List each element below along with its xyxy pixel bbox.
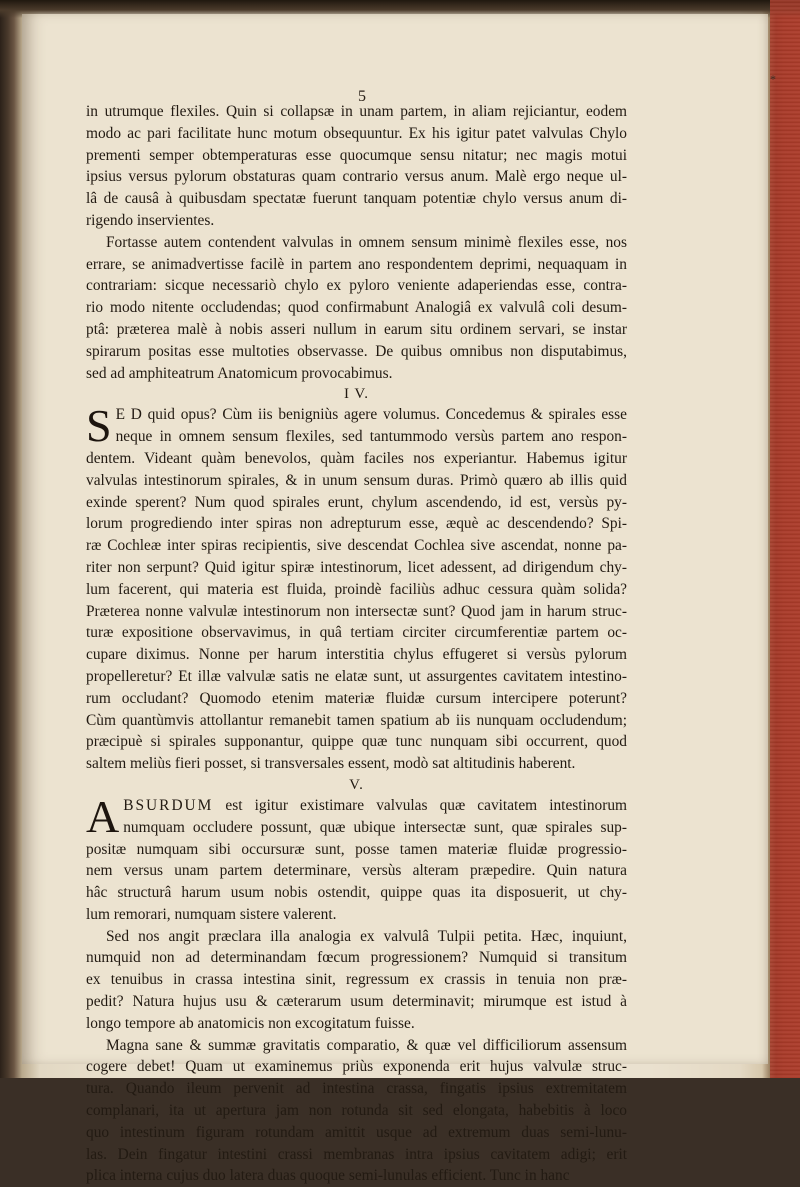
text-line: neque in omnem sensum flexiles, sed tantummodo versùs partem ano respon- [115, 428, 627, 446]
text-line: saltem meliùs fieri posset, si transversales essent, modò sat altitudinis haberent. [86, 755, 576, 773]
paragraph [86, 101, 627, 232]
text-line: plica interna cujus duo latera duas quoque semi-lunulas efficient. Tunc in hanc [86, 1167, 570, 1185]
text-line: riter non serpunt? Quid igitur spiræ intestinorum, licet adessent, ad dirigendum chy- [86, 558, 627, 576]
text-line: rigendo inservientes. [86, 211, 215, 229]
section-heading: I V. [343, 386, 370, 403]
text-line: rio modo nitente occludendas; quod confirmabunt Analogiâ ex valvulâ coli desum- [86, 299, 627, 317]
corner-mark: * [770, 72, 776, 86]
text-line: modo ac pari facilitate hunc motum obsequuntur. Ex his igitur patet valvulas Chylo [86, 124, 627, 142]
text-line [86, 795, 627, 817]
text-line: lum facerent, qui materia est fluida, proindè faciliùs adhuc cessura quàm solida? [86, 580, 627, 598]
text-line: numquid non ad determinandam fœcum progressionem? Numquid si transitum [86, 949, 627, 967]
text-line: Fortasse autem contendent valvulas in omnem sensum minimè flexiles esse, nos [106, 233, 627, 251]
text-line: in utrumque flexiles. Quin si collapsæ in unam partem, in aliam rejiciantur, eodem [86, 103, 627, 120]
book-fore-edge [770, 0, 800, 1078]
text-line-rest: est igitur existimare valvulas quæ cavitatem intestinorum [213, 796, 627, 814]
paragraph [86, 1035, 627, 1187]
page-number: 5 [358, 88, 366, 105]
drop-cap-initial: A [86, 790, 120, 842]
text-line: numquam occludere possunt, quæ ubique intersectæ sunt, quæ spirales sup- [123, 818, 627, 836]
text-line: longo tempore ab anatomicis non excogitatum fuisse. [86, 1014, 415, 1032]
text-line: turæ expositione observavimus, in quâ tertiam circiter circumferentiæ partem oc- [86, 624, 627, 642]
text-line: lum remorari, numquam sistere valerent. [86, 905, 337, 923]
text-line: dentem. Videant quàm benevolos, quàm faciles nos experiantur. Habemus igitur [86, 449, 627, 467]
text-line: hâc structurâ harum usum nobis ostendit, quippe quas ita disposuerit, ut chy- [86, 884, 627, 902]
paragraph [86, 926, 627, 1035]
text-line: cupare diximus. Nonne per harum interstitia chylus effugeret si versùs pylorum [86, 646, 627, 664]
paragraph [86, 232, 627, 385]
text-line: pedit? Natura hujus usu & cæterarum usum determinavit; mirumque est istud à [86, 993, 627, 1011]
text-line: las. Dein fingatur intestini crassi membranas intra ipsius cavitatem adigi; erit [86, 1145, 627, 1163]
text-line: complanari, ita ut apertura jam non rotunda sit sed elongata, habebitis à loco [86, 1102, 627, 1120]
text-line: positæ numquam sibi occursuræ sunt, posse tamen materiæ fluidæ progressio- [86, 840, 627, 858]
text-line: cogere debet! Quam ut examinemus priùs exponenda erit hujus valvulæ struc- [86, 1058, 627, 1076]
text-line: præcipuè si spirales supponantur, quippe quæ tunc nunquam sibi occurrent, quod [86, 733, 627, 751]
text-line: Præterea nonne valvulæ intestinorum non intersectæ sunt? Quod jam in harum struc- [86, 602, 627, 620]
text-line: exinde sperent? Num quod spirales erunt, chylum ascendendo, id est, versùs py- [86, 493, 627, 511]
text-line: lorum progrediendo inter spiras non adrepturum esse, æquè ac descendendo? Spi- [86, 515, 627, 533]
text-line: ræ Cochleæ inter spiras recipientis, sive descendat Cochlea sive ascendat, nonne pa- [86, 537, 627, 555]
text-line: lâ de causâ à quibusdam spectatæ fuerunt tanquam potentiæ chylo versus anum di- [86, 190, 627, 208]
text-line: E D quid opus? Cùm iis benigniùs agere volumus. Concedemus & spirales esse [115, 406, 627, 424]
paragraph-with-initial [86, 400, 627, 775]
text-line: ex tenuibus in crassa intestina sinit, regressum ex crassis in tenuia non præ- [86, 971, 627, 989]
text-line: errare, se animadvertisse facilè in partem ano respondentem deprimi, nequaquam in [86, 255, 627, 273]
text-line: contrariam: sicque necessariò chylo ex pyloro veniente adaperiendas esse, contra- [86, 277, 627, 295]
text-line: Cùm quantùmvis attollantur remanebit tamen spatium ab iis nunquam occludendum; [86, 711, 627, 729]
drop-cap-initial: S [86, 400, 112, 452]
text-line: tura. Quando ileum pervenit ad intestina crassa, fingatis ipsius extremitatem [86, 1080, 627, 1098]
page-text [86, 101, 627, 1187]
text-line: Sed nos angit præclara illa analogia ex valvulâ Tulpii petita. Hæc, inquiunt, [106, 927, 627, 945]
capital-word: BSURDUM [123, 796, 214, 814]
text-line: ipsius versus pylorum obstaturas quam contrario versus anum. Malè ergo neque ul- [86, 168, 627, 186]
text-line: ptâ: præterea malè à nobis asseri nullum in earum situ ordinem servari, se instar [86, 320, 627, 338]
text-line: nem versus unam partem determinare, versùs alteram præpedire. Quin natura [86, 862, 627, 880]
text-line: prementi semper obtemperaturas esse quocumque sensu nitatur; nec magis motui [86, 146, 627, 164]
section-heading: V. [349, 776, 364, 793]
text-line: quo intestinum figuram rotundam amittit usque ad extremum duas semi-lunu- [86, 1123, 627, 1141]
paragraph-with-initial [86, 790, 627, 926]
text-line: Magna sane & summæ gravitatis comparatio, & quæ vel difficiliorum assensum [106, 1036, 627, 1054]
text-line: valvulas intestinorum spirales, & in unum sensum duras. Primò quæro ab illis quid [86, 471, 627, 489]
text-line: sed ad amphiteatrum Anatomicum provocabimus. [86, 364, 393, 382]
text-line: spirarum positas esse multoties observasse. De quibus omnibus non disputabimus, [86, 342, 627, 360]
text-line: propelleretur? Et illæ valvulæ satis ne elatæ sunt, ut assurgentes cavitatem intestino- [86, 667, 627, 685]
text-line: rum occludant? Quomodo etenim materiæ fluidæ cursum intercipere poterunt? [86, 689, 627, 707]
